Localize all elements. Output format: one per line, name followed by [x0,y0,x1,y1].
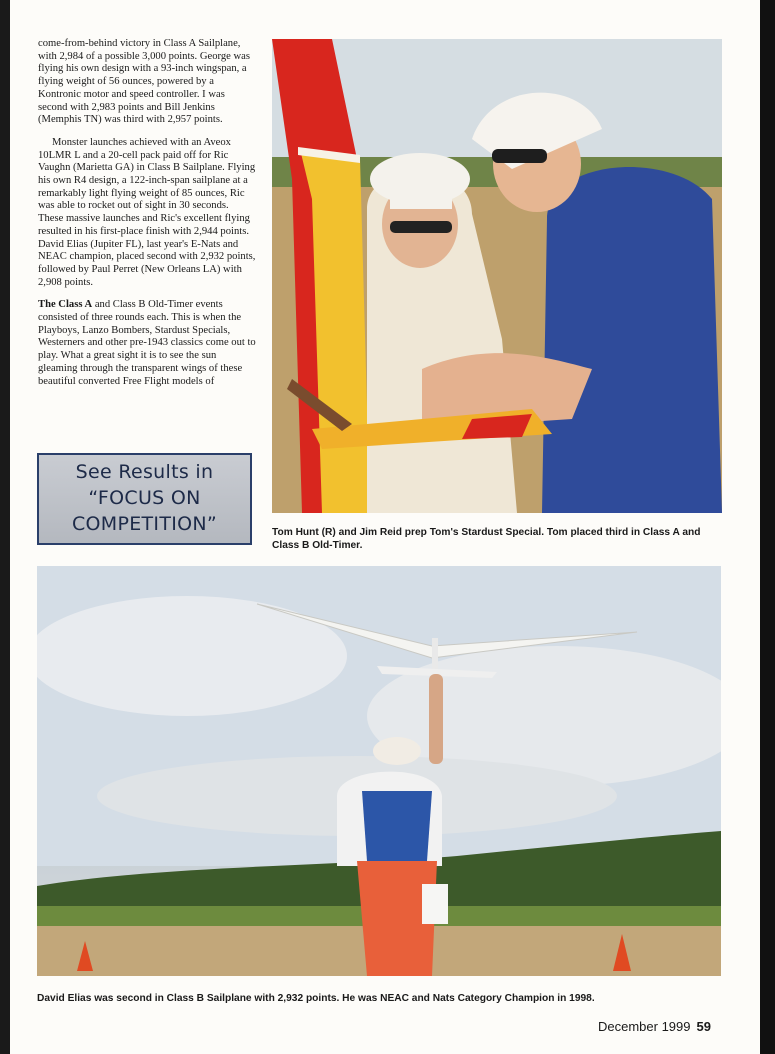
photo-david-elias-launch [37,566,721,976]
caption-top-photo: Tom Hunt (R) and Jim Reid prep Tom's Stardust Special. Tom placed third in Class A and Class B Old-Timer. [272,527,701,551]
issue-date: December 1999 [598,1019,691,1034]
results-promo-box [37,453,252,545]
article-column [38,38,256,398]
caption-bottom-photo: David Elias was second in Class B Sailplane with 2,932 points. He was NEAC and Nats Category Champion in 1998. [37,993,595,1004]
page-number: 59 [696,1019,711,1034]
pilot-arm [429,674,443,764]
article-paragraph-3: The Class A and Class B Old-Timer events consisted of three rounds each. This is when the Playboys, Lanzo Bombers, Stardust Specials, Westerners and other pre-1943 classics come out to play. What a great sight it is to see the sun gleaming through the transparent wings of these beautiful converted Free Flight models of [38,299,256,387]
article-paragraph-2: Monster launches achieved with an Aveox 10LMR L and a 20-cell pack paid off for Ric Vaughn (Marietta GA) in Class B Sailplane. Flying his own R4 design, a 122-inch-span sailplane at a remarkably light flying weight of 85 ounces, Ric was able to rocket out of sight in 30 seconds. These massive launches and Ric's excellent flying resulted in his first-place finish with 2,944 points. David Elias (Jupiter FL), last year's E-Nats and NEAC champion, placed second with 2,932 points, followed by Paul Perret (New Orleans LA) with 2,908 points. [38,136,256,288]
pilot-hat [373,737,421,765]
promo-line-2: “FOCUS ON [88,487,201,509]
cap-left [370,153,470,205]
man-right-shirt [542,167,722,513]
page-edge [760,0,775,1054]
page-footer [598,1019,711,1034]
pilot-bib [362,791,432,861]
paragraph-lead: The Class A [38,299,93,311]
photo-tom-hunt-jim-reid [272,39,722,513]
promo-line-1: See Results in [75,461,214,483]
promo-line-3: COMPETITION” [71,513,218,535]
photo-illustration-2 [37,566,721,976]
photo-illustration [272,39,722,513]
article-paragraph-1: come-from-behind victory in Class A Sailplane, with 2,984 of a possible 3,000 points. George was flying his own design with a 93-inch wingspan, a flying weight of 56 ounces, powered by a Kontronic motor and speed controller. I was second with 2,983 points and Bill Jenkins (Memphis TN) was third with 2,957 points. [38,38,250,126]
